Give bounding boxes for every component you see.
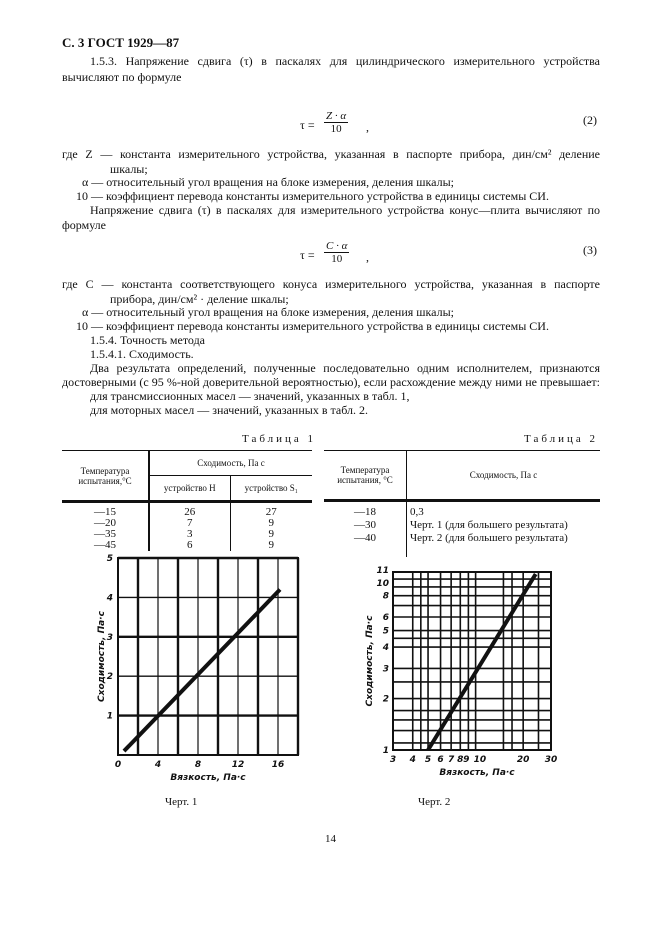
y-tick-label: 2 bbox=[106, 672, 113, 683]
table-cell: —30 bbox=[354, 519, 376, 531]
paragraph-line: вычисляют по формуле bbox=[62, 70, 182, 84]
table-cell: —18 bbox=[354, 506, 376, 518]
paragraph-line: Два результата определений, полученные последовательно одним исполнителем, признаются bbox=[90, 361, 600, 375]
definition-line: α — относительный угол вращения на блоке измерения, деления шкалы; bbox=[82, 175, 454, 189]
page-number: 14 bbox=[325, 833, 336, 845]
column-header-temperature: Температура испытания,°С bbox=[78, 465, 132, 486]
x-tick-label: 12 bbox=[231, 760, 245, 770]
table-row bbox=[324, 501, 600, 520]
y-tick-label: 10 bbox=[376, 579, 389, 590]
table-cell: 26 bbox=[149, 502, 230, 519]
table-row bbox=[324, 532, 600, 545]
denominator: 10 bbox=[330, 123, 342, 135]
chart-1-caption: Черт. 1 bbox=[165, 796, 198, 808]
x-tick-label: 20 bbox=[516, 755, 530, 765]
paragraph-line: формуле bbox=[62, 218, 106, 232]
column-header-device-h: устройство Н bbox=[149, 476, 230, 502]
x-tick-label: 8 bbox=[457, 755, 464, 765]
y-tick-label: 8 bbox=[382, 591, 389, 602]
denominator: 10 bbox=[331, 253, 343, 265]
table-row bbox=[324, 519, 600, 532]
paragraph-line: для моторных масел — значений, указанных в табл. 2. bbox=[90, 403, 369, 417]
x-axis-label: Вязкость, Па·с bbox=[170, 773, 246, 783]
definition-line: где Z — константа измерительного устройства, указанная в паспорте прибора, дин/см² деление bbox=[62, 147, 600, 161]
chart-2 bbox=[358, 560, 568, 785]
table-cell: 6 bbox=[149, 540, 230, 551]
data-line bbox=[124, 590, 280, 752]
table-1 bbox=[62, 450, 312, 551]
section-heading: 1.5.4. Точность метода bbox=[90, 333, 206, 347]
numerator: Z · α bbox=[326, 110, 347, 122]
table-cell: 3 bbox=[149, 529, 230, 540]
formula-fraction bbox=[324, 240, 349, 265]
paragraph-line: Напряжение сдвига (τ) в паскалях для измерительного устройства конус—плита вычисляют по bbox=[90, 203, 600, 217]
y-tick-label: 3 bbox=[382, 664, 389, 675]
table-2-caption: Таблица 2 bbox=[524, 433, 599, 445]
numerator: C · α bbox=[326, 240, 348, 252]
column-header-device-s1: устройство S₁ bbox=[230, 476, 312, 502]
formula-fraction bbox=[324, 110, 348, 135]
table-cell: Черт. 1 (для большего результата) bbox=[407, 519, 601, 532]
formula-lhs: τ = bbox=[300, 248, 315, 262]
chart-2-caption: Черт. 2 bbox=[418, 796, 451, 808]
y-tick-label: 2 bbox=[382, 694, 389, 705]
definition-line: 10 — коэффициент перевода константы измерительного устройства в единицы системы СИ. bbox=[76, 319, 549, 333]
definition-line: α — относительный угол вращения на блоке измерения, деления шкалы; bbox=[82, 305, 454, 319]
table-1-caption: Таблица 1 bbox=[242, 433, 317, 445]
x-tick-label: 30 bbox=[544, 755, 558, 765]
formula-tail: , bbox=[366, 120, 369, 134]
table-cell: 9 bbox=[230, 518, 312, 529]
x-tick-label: 16 bbox=[271, 760, 285, 770]
table-cell: 27 bbox=[230, 502, 312, 519]
column-header-convergence: Сходимость, Па с bbox=[149, 451, 312, 476]
table-cell: —35 bbox=[94, 528, 116, 540]
definition-line: 10 — коэффициент перевода константы измерительного устройства в единицы системы СИ. bbox=[76, 189, 549, 203]
x-tick-label: 8 bbox=[194, 760, 202, 770]
x-tick-label: 0 bbox=[114, 760, 122, 770]
y-tick-label: 11 bbox=[376, 566, 389, 576]
table-row bbox=[62, 502, 312, 519]
x-tick-label: 4 bbox=[154, 760, 162, 770]
page-header: С. 3 ГОСТ 1929—87 bbox=[62, 35, 180, 50]
formula-number: (2) bbox=[583, 113, 597, 127]
x-tick-label: 4 bbox=[409, 755, 416, 765]
y-tick-label: 5 bbox=[106, 554, 113, 564]
definition-line: прибора, дин/см² · деление шкалы; bbox=[110, 292, 289, 306]
y-tick-label: 3 bbox=[106, 632, 113, 643]
table-cell: 9 bbox=[230, 540, 312, 551]
formula-tail: , bbox=[366, 250, 369, 264]
y-axis-label: Сходимость, Па·с bbox=[365, 615, 375, 707]
table-cell: Черт. 2 (для большего результата) bbox=[407, 532, 601, 545]
definition-line: где С — константа соответствующего конуса измерительного устройства, указанная в паспорте bbox=[62, 277, 600, 291]
plot-frame bbox=[118, 558, 298, 755]
table-cell bbox=[407, 545, 601, 557]
x-tick-label: 6 bbox=[437, 755, 444, 765]
table-cell: —20 bbox=[94, 517, 116, 529]
formula-lhs: τ = bbox=[300, 118, 315, 132]
table-cell: —40 bbox=[354, 532, 376, 544]
table-cell: —45 bbox=[94, 539, 116, 551]
definition-line: шкалы; bbox=[110, 162, 148, 176]
y-tick-label: 5 bbox=[382, 626, 389, 637]
y-axis-label: Сходимость, Па·с bbox=[97, 611, 107, 702]
table-cell: 7 bbox=[149, 518, 230, 529]
x-tick-label: 10 bbox=[473, 755, 487, 765]
y-tick-label: 4 bbox=[382, 643, 389, 654]
table-2 bbox=[324, 450, 600, 557]
column-header-convergence: Сходимость, Па с bbox=[407, 451, 601, 501]
x-tick-label: 3 bbox=[389, 755, 397, 765]
column-header-temperature: Температура испытания, °С bbox=[337, 465, 393, 485]
y-tick-label: 6 bbox=[382, 612, 389, 623]
formula-number: (3) bbox=[583, 243, 597, 257]
y-tick-label: 1 bbox=[106, 711, 113, 722]
table-cell: 0,3 bbox=[407, 501, 601, 520]
x-tick-label: 9 bbox=[463, 755, 470, 765]
table-cell: —15 bbox=[94, 506, 116, 518]
y-tick-label: 4 bbox=[106, 593, 113, 604]
table-cell bbox=[324, 545, 407, 557]
chart-1 bbox=[92, 548, 312, 788]
paragraph-line: для трансмиссионных масел — значений, указанных в табл. 1, bbox=[90, 389, 410, 403]
plot-frame bbox=[393, 572, 551, 750]
table-cell: 9 bbox=[230, 529, 312, 540]
x-tick-label: 7 bbox=[448, 755, 455, 765]
x-tick-label: 5 bbox=[424, 755, 432, 765]
section-heading: 1.5.4.1. Сходимость. bbox=[90, 347, 194, 361]
y-tick-label: 1 bbox=[382, 746, 389, 756]
paragraph-line: достоверными (с 95 %-ной доверительной вероятностью), если расхождение между ними не превышает: bbox=[62, 375, 600, 389]
paragraph-line: 1.5.3. Напряжение сдвига (τ) в паскалях для цилиндрического измерительного устройства bbox=[90, 54, 600, 68]
x-axis-label: Вязкость, Па·с bbox=[439, 768, 515, 778]
data-line bbox=[428, 574, 536, 750]
